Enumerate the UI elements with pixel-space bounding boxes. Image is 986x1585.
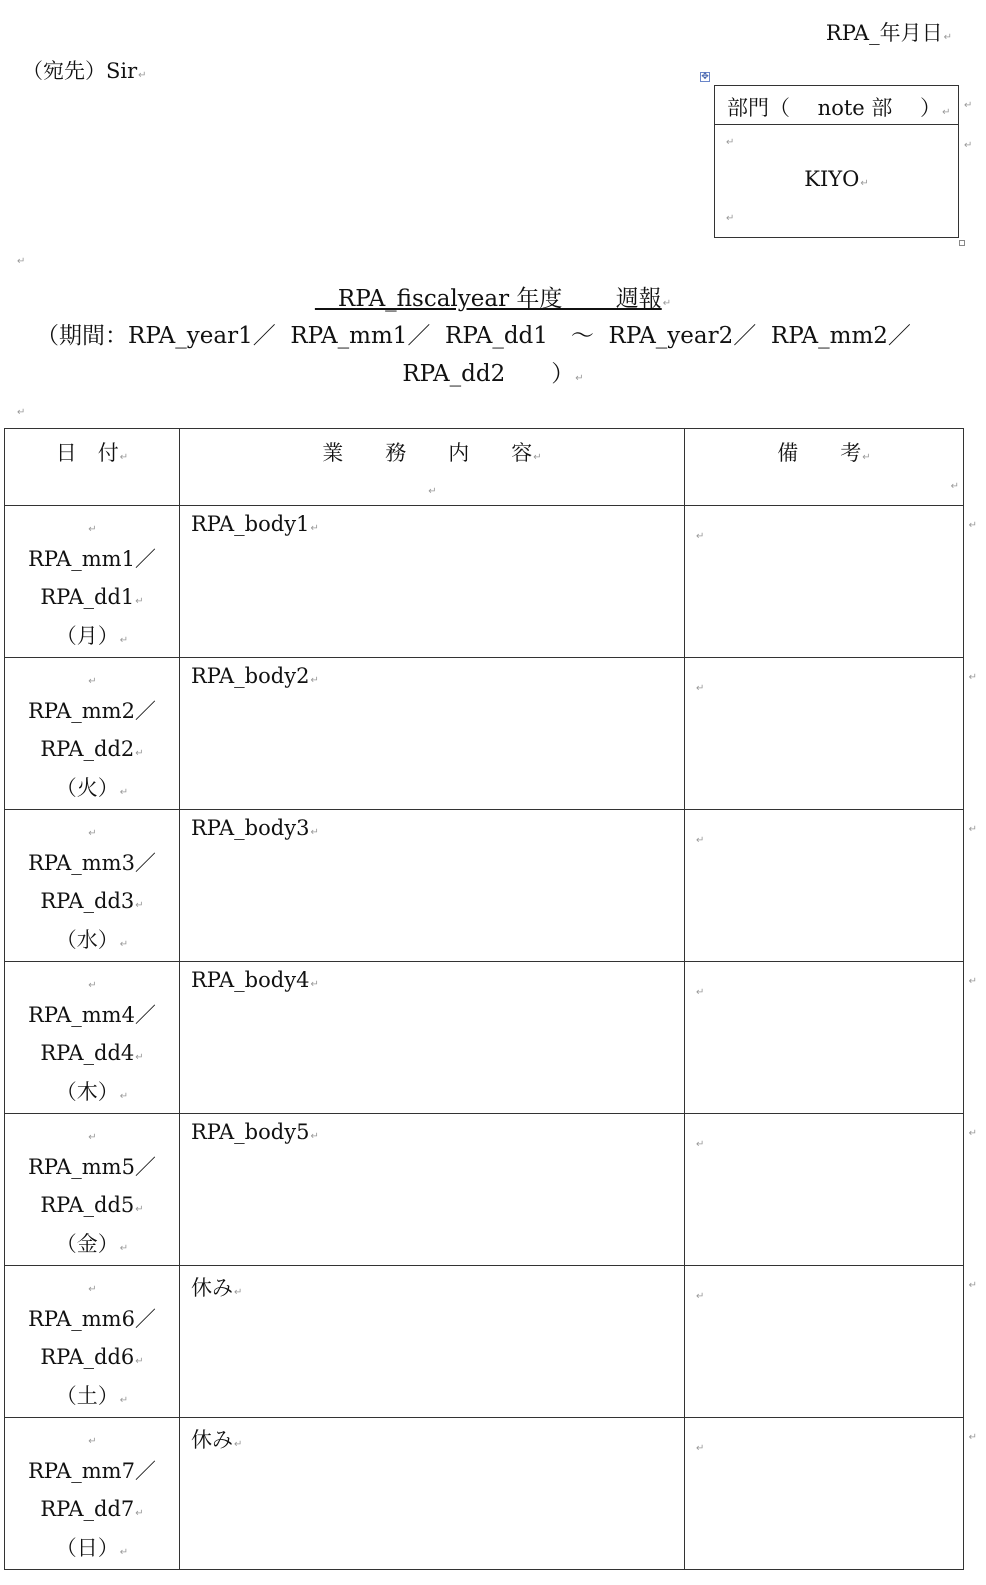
remarks-cell[interactable] xyxy=(685,506,977,658)
department-box xyxy=(714,85,959,238)
paragraph-mark: ↵ xyxy=(310,675,319,686)
paragraph-mark: ↵ xyxy=(575,373,584,384)
date-cell[interactable] xyxy=(5,962,180,1114)
row-end-mark: ↵ xyxy=(968,1432,977,1443)
paragraph-mark: ↵ xyxy=(88,676,97,687)
paragraph-mark: ↵ xyxy=(310,827,319,838)
date-month: RPA_mm7／ xyxy=(28,1459,156,1483)
document-date: RPA_年月日↵ xyxy=(825,21,952,45)
row-end-mark: ↵ xyxy=(968,672,977,683)
work-content-cell[interactable] xyxy=(180,962,685,1114)
table-resize-handle[interactable] xyxy=(959,240,965,246)
table-row xyxy=(5,810,964,962)
paragraph-mark: ↵ xyxy=(696,987,705,998)
paragraph-mark: ↵ xyxy=(119,1395,129,1406)
paragraph-mark: ↵ xyxy=(119,1243,129,1254)
paragraph-mark: ↵ xyxy=(135,748,144,759)
period-line-1: （期間：RPA_year1／ RPA_mm1／ RPA_dd1 ～ RPA_year2／ RPA_mm2／ xyxy=(36,323,911,349)
paragraph-mark: ↵ xyxy=(234,1287,243,1298)
row-end-mark: ↵ xyxy=(968,520,977,531)
day-of-week: （金） xyxy=(55,1232,119,1256)
table-header-row xyxy=(5,429,964,506)
paragraph-mark: ↵ xyxy=(135,1508,144,1519)
paragraph-mark: ↵ xyxy=(310,979,319,990)
remarks-cell[interactable] xyxy=(685,962,977,1114)
weekly-report-table xyxy=(4,428,977,1570)
paragraph-mark: ↵ xyxy=(88,828,97,839)
date-day: RPA_dd7 xyxy=(40,1497,135,1521)
row-end-mark: ↵ xyxy=(964,140,973,151)
date-day: RPA_dd4 xyxy=(40,1041,135,1065)
table-row xyxy=(5,962,964,1114)
paragraph-mark: ↵ xyxy=(119,787,129,798)
table-move-handle-icon[interactable]: ✥ xyxy=(701,72,709,82)
paragraph-mark: ↵ xyxy=(119,1091,129,1102)
work-content: RPA_body4 xyxy=(191,968,310,992)
day-of-week: （土） xyxy=(55,1384,119,1408)
department-name-cell[interactable] xyxy=(715,125,958,237)
paragraph-mark: ↵ xyxy=(662,298,672,309)
row-end-mark: ↵ xyxy=(968,824,977,835)
remarks-cell[interactable] xyxy=(685,810,977,962)
day-of-week: （水） xyxy=(55,928,119,952)
paragraph-mark: ↵ xyxy=(310,523,319,534)
paragraph-mark: ↵ xyxy=(135,900,144,911)
remarks-cell[interactable] xyxy=(685,1114,977,1266)
header-work-content[interactable]: 業 務 内 容↵ ↵ xyxy=(180,429,685,506)
date-month: RPA_mm4／ xyxy=(28,1003,156,1027)
date-day: RPA_dd5 xyxy=(40,1193,135,1217)
work-content-cell[interactable] xyxy=(180,1266,685,1418)
date-month: RPA_mm5／ xyxy=(28,1155,156,1179)
table-row xyxy=(5,506,964,658)
table-row xyxy=(5,1266,964,1418)
paragraph-mark: ↵ xyxy=(533,452,542,463)
date-day: RPA_dd3 xyxy=(40,889,135,913)
paragraph-mark: ↵ xyxy=(119,1547,129,1558)
date-month: RPA_mm2／ xyxy=(28,699,156,723)
work-content-cell[interactable] xyxy=(180,658,685,810)
remarks-cell[interactable] xyxy=(685,658,977,810)
addressee: （宛先）Sir↵ xyxy=(22,59,147,83)
paragraph-mark: ↵ xyxy=(696,835,705,846)
work-content: 休み xyxy=(191,1276,233,1300)
date-day: RPA_dd1 xyxy=(40,585,135,609)
paragraph-mark: ↵ xyxy=(950,481,959,492)
report-title: RPA_fiscalyear 年度 週報↵ xyxy=(314,286,672,312)
paragraph-mark: ↵ xyxy=(726,137,735,148)
header-remarks[interactable]: 備 考↵ ↵ xyxy=(685,429,964,506)
paragraph-mark: ↵ xyxy=(88,980,97,991)
paragraph-mark: ↵ xyxy=(138,70,147,81)
remarks-cell[interactable] xyxy=(685,1266,977,1418)
row-end-mark: ↵ xyxy=(968,976,977,987)
paragraph-mark: ↵ xyxy=(726,213,735,224)
period-line-2: RPA_dd2 ）↵ xyxy=(402,361,584,387)
paragraph-mark: ↵ xyxy=(135,1356,144,1367)
work-content-cell[interactable] xyxy=(180,1114,685,1266)
date-cell[interactable] xyxy=(5,810,180,962)
paragraph-mark: ↵ xyxy=(696,1291,705,1302)
paragraph-mark: ↵ xyxy=(88,1284,97,1295)
date-cell[interactable] xyxy=(5,1114,180,1266)
paragraph-mark: ↵ xyxy=(119,635,129,646)
paragraph-mark: ↵ xyxy=(428,486,437,497)
paragraph-mark: ↵ xyxy=(17,407,26,418)
date-day: RPA_dd6 xyxy=(40,1345,135,1369)
paragraph-mark: ↵ xyxy=(17,256,26,267)
paragraph-mark: ↵ xyxy=(696,683,705,694)
table-row xyxy=(5,658,964,810)
day-of-week: （月） xyxy=(55,624,119,648)
paragraph-mark: ↵ xyxy=(88,1436,97,1447)
row-end-mark: ↵ xyxy=(968,1128,977,1139)
row-end-mark: ↵ xyxy=(968,1280,977,1291)
work-content-cell[interactable] xyxy=(180,810,685,962)
paragraph-mark: ↵ xyxy=(310,1131,319,1142)
header-date[interactable]: 日 付↵ xyxy=(5,429,180,506)
paragraph-mark: ↵ xyxy=(119,452,129,463)
paragraph-mark: ↵ xyxy=(942,107,951,118)
row-end-mark: ↵ xyxy=(964,100,973,111)
work-content: RPA_body2 xyxy=(191,664,310,688)
work-content-cell[interactable] xyxy=(180,1418,685,1570)
date-month: RPA_mm3／ xyxy=(28,851,156,875)
date-cell[interactable] xyxy=(5,1266,180,1418)
department-heading[interactable]: 部門（ note 部 ）↵ xyxy=(715,86,958,125)
date-cell[interactable] xyxy=(5,1418,180,1570)
paragraph-mark: ↵ xyxy=(119,939,129,950)
paragraph-mark: ↵ xyxy=(135,1052,144,1063)
paragraph-mark: ↵ xyxy=(696,1139,705,1150)
table-row xyxy=(5,1418,964,1570)
date-month: RPA_mm1／ xyxy=(28,547,156,571)
date-cell[interactable] xyxy=(5,506,180,658)
table-row xyxy=(5,1114,964,1266)
work-content-cell[interactable] xyxy=(180,506,685,658)
day-of-week: （木） xyxy=(55,1080,119,1104)
work-content: RPA_body5 xyxy=(191,1120,310,1144)
date-month: RPA_mm6／ xyxy=(28,1307,156,1331)
paragraph-mark: ↵ xyxy=(88,1132,97,1143)
paragraph-mark: ↵ xyxy=(943,32,952,43)
work-content: 休み xyxy=(191,1428,233,1452)
paragraph-mark: ↵ xyxy=(135,1204,144,1215)
day-of-week: （日） xyxy=(55,1536,119,1560)
paragraph-mark: ↵ xyxy=(696,1443,705,1454)
date-day: RPA_dd2 xyxy=(40,737,135,761)
day-of-week: （火） xyxy=(55,776,119,800)
date-cell[interactable] xyxy=(5,658,180,810)
remarks-cell[interactable] xyxy=(685,1418,977,1570)
work-content: RPA_body3 xyxy=(191,816,310,840)
paragraph-mark: ↵ xyxy=(135,596,144,607)
paragraph-mark: ↵ xyxy=(860,178,869,189)
department-name: KIYO xyxy=(804,167,860,191)
paragraph-mark: ↵ xyxy=(88,524,97,535)
paragraph-mark: ↵ xyxy=(234,1439,243,1450)
work-content: RPA_body1 xyxy=(191,512,310,536)
paragraph-mark: ↵ xyxy=(862,452,871,463)
paragraph-mark: ↵ xyxy=(696,531,705,542)
